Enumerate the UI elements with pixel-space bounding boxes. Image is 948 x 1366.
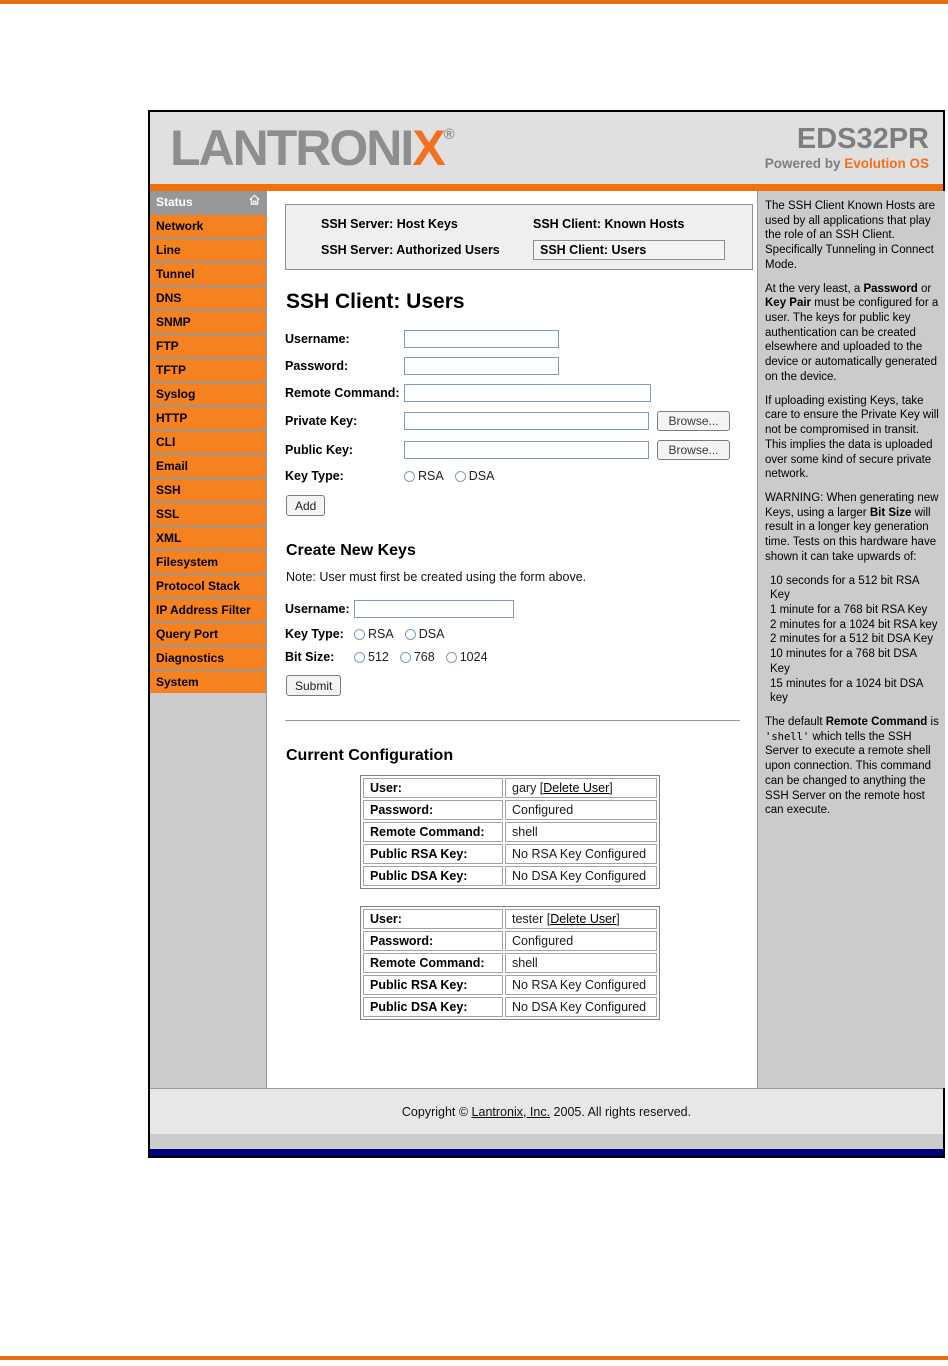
user-name: tester	[512, 912, 544, 927]
remote-command-input[interactable]	[404, 384, 651, 402]
sidebar-item-label: IP Address Filter	[156, 603, 251, 617]
public-key-input[interactable]	[404, 441, 649, 459]
bit-size-row	[285, 650, 753, 664]
password-label: Password:	[285, 358, 349, 373]
private-key-row	[285, 411, 753, 431]
time-line: 2 minutes for a 512 bit DSA Key	[770, 633, 934, 646]
rsa-key-row-value: No RSA Key Configured	[505, 975, 657, 995]
time-line: 10 minutes for a 768 bit DSA Key	[770, 648, 917, 675]
sidebar-item-label: XML	[156, 531, 182, 545]
password-input[interactable]	[404, 357, 559, 375]
dsa-key-row-value: No DSA Key Configured	[505, 997, 657, 1017]
create-dsa-radio-label: DSA	[418, 627, 445, 642]
bit-size-1024-label: 1024	[459, 650, 488, 665]
left-nav	[150, 191, 267, 1088]
tab-ssh-client-users-selected[interactable]	[533, 240, 725, 260]
help-text: The default	[765, 716, 826, 728]
time-line: 15 minutes for a 1024 bit DSA key	[770, 677, 923, 705]
table-row	[363, 800, 657, 820]
key-type-row	[285, 469, 753, 483]
table-row	[363, 997, 657, 1017]
help-paragraph-2	[765, 282, 939, 385]
user-row-label: User:	[363, 778, 503, 798]
table-row	[363, 975, 657, 995]
copyright-prefix: Copyright ©	[401, 1104, 472, 1119]
create-rsa-radio-label: RSA	[368, 627, 394, 642]
table-row	[363, 778, 657, 798]
help-text: or	[917, 282, 932, 295]
help-bold-bit-size: Bit Size	[869, 506, 912, 519]
sidebar-item-tunnel[interactable]	[150, 263, 266, 285]
bracket-open: [	[536, 781, 544, 796]
sidebar-item-line[interactable]	[150, 239, 266, 261]
sidebar-item-query-port[interactable]	[150, 623, 266, 645]
sidebar-item-filesystem[interactable]	[150, 551, 266, 573]
copyright-text	[402, 1105, 691, 1119]
private-key-input[interactable]	[404, 412, 649, 430]
remote-command-row-label: Remote Command:	[363, 953, 503, 973]
dsa-key-row-value: No DSA Key Configured	[505, 866, 657, 886]
remote-command-row	[285, 384, 753, 402]
sidebar-item-diagnostics[interactable]	[150, 647, 266, 669]
bottom-navy-strip	[150, 1149, 943, 1156]
public-key-browse-button[interactable]: Browse...	[657, 440, 730, 460]
bit-size-768-radio[interactable]	[400, 652, 411, 663]
bit-size-512-label: 512	[368, 650, 389, 665]
create-key-type-row	[285, 627, 753, 641]
private-key-browse-button[interactable]: Browse...	[657, 411, 730, 431]
remote-command-row-label: Remote Command:	[363, 822, 503, 842]
key-type-rsa-radio[interactable]	[404, 471, 415, 482]
submit-button[interactable]: Submit	[286, 675, 341, 696]
sidebar-item-label: System	[156, 675, 199, 689]
help-paragraph-3: If uploading existing Keys, take care to ensure the Private Key will not be compromised in transit. This implies the data is uploaded over some kind of secure private network.	[765, 394, 939, 481]
create-username-row	[285, 600, 753, 618]
sidebar-item-label: Filesystem	[156, 555, 219, 569]
user-name: gary	[512, 781, 537, 796]
public-key-label: Public Key:	[285, 442, 354, 457]
subnav-row-2	[321, 240, 742, 260]
sidebar-item-ssl[interactable]	[150, 503, 266, 525]
sidebar-item-cli[interactable]	[150, 431, 266, 453]
sidebar-item-label: Line	[156, 243, 181, 257]
bit-size-768-label: 768	[413, 650, 435, 665]
key-generation-times	[770, 574, 939, 706]
time-line: 2 minutes for a 1024 bit RSA key	[770, 618, 938, 631]
table-row	[363, 953, 657, 973]
product-block	[765, 125, 933, 171]
tab-ssh-client-known-hosts[interactable]: SSH Client: Known Hosts	[533, 217, 685, 231]
key-type-dsa-radio[interactable]	[455, 471, 466, 482]
bracket-close: ]	[616, 912, 620, 927]
table-row	[363, 909, 657, 929]
bracket-close: ]	[609, 781, 613, 796]
sidebar-item-system[interactable]	[150, 671, 266, 693]
home-icon	[248, 191, 261, 213]
help-text: must be configured for a user. The keys for public key authentication can be created elsewhere and uploaded to the device or automatically generated on the device.	[765, 297, 939, 383]
table-row	[363, 931, 657, 951]
help-paragraph-1: The SSH Client Known Hosts are used by all applications that play the role of an SSH Client. Specifically Tunneling in Connect Mode.	[765, 200, 936, 271]
help-paragraph-4	[765, 491, 939, 565]
user-row-value	[505, 909, 657, 929]
password-row-label: Password:	[363, 931, 503, 951]
create-key-type-dsa-radio[interactable]	[405, 629, 416, 640]
sidebar-item-label: Query Port	[156, 627, 219, 641]
help-bold-password: Password	[863, 282, 918, 295]
sidebar-item-tftp[interactable]	[150, 359, 266, 381]
time-line: 10 seconds for a 512 bit RSA Key	[770, 574, 919, 602]
sidebar-item-label: SSL	[156, 507, 180, 521]
password-row	[285, 357, 753, 375]
public-key-row	[285, 440, 753, 460]
sidebar-item-snmp[interactable]	[150, 311, 266, 333]
password-row-value: Configured	[505, 931, 657, 951]
tab-ssh-server-host-keys[interactable]: SSH Server: Host Keys	[321, 217, 458, 231]
table-row	[363, 866, 657, 886]
private-key-label: Private Key:	[285, 413, 358, 428]
create-key-type-rsa-radio[interactable]	[354, 629, 365, 640]
remote-command-row-value: shell	[505, 822, 657, 842]
user-config-table-tester	[360, 906, 660, 1020]
sidebar-item-http[interactable]	[150, 407, 266, 429]
help-text: which tells the SSH Server to execute a remote shell upon connection. This command can be changed to anything the SSH Server on the remote host can execute.	[765, 730, 931, 817]
sidebar-item-label: DNS	[156, 291, 182, 305]
delete-user-link[interactable]: Delete User	[550, 912, 617, 927]
table-row	[363, 844, 657, 864]
create-new-keys-title: Create New Keys	[286, 542, 416, 560]
ssh-subnav-box	[285, 204, 753, 270]
username-label: Username:	[285, 331, 350, 346]
sidebar-item-network[interactable]	[150, 215, 266, 237]
key-type-label: Key Type:	[285, 469, 344, 483]
help-bold-remote-command: Remote Command	[825, 716, 928, 728]
create-key-type-label: Key Type:	[285, 627, 344, 642]
username-input[interactable]	[404, 330, 559, 348]
sidebar-item-label: Email	[156, 459, 189, 473]
create-username-label: Username:	[285, 602, 350, 617]
product-name: EDS32PR	[796, 123, 929, 155]
rsa-key-row-value: No RSA Key Configured	[505, 844, 657, 864]
lantronix-link[interactable]: Lantronix, Inc.	[471, 1104, 551, 1119]
powered-by-brand: Evolution OS	[844, 156, 929, 171]
password-row-label: Password:	[363, 800, 503, 820]
user-config-table-gary	[360, 775, 660, 889]
powered-by	[765, 156, 929, 171]
app-header	[150, 112, 943, 184]
current-configuration-title: Current Configuration	[286, 747, 454, 765]
sidebar-item-label: CLI	[156, 435, 176, 449]
content-row	[150, 191, 943, 1088]
sidebar-item-label: Protocol Stack	[156, 579, 241, 593]
document-bottom-rule	[0, 1356, 948, 1360]
help-panel	[757, 191, 945, 1088]
page-title: SSH Client: Users	[286, 290, 465, 313]
bit-size-label: Bit Size:	[285, 650, 335, 665]
time-line: 1 minute for a 768 bit RSA Key	[770, 603, 928, 616]
bracket-open: [	[543, 912, 551, 927]
sidebar-item-label: Network	[156, 219, 204, 233]
nav-items	[150, 191, 266, 693]
dsa-key-row-label: Public DSA Key:	[363, 997, 503, 1017]
sidebar-item-dns[interactable]	[150, 287, 266, 309]
help-bold-key-pair: Key Pair	[765, 297, 812, 310]
sidebar-item-email[interactable]	[150, 455, 266, 477]
logo-x: X	[412, 120, 444, 176]
dsa-key-row-label: Public DSA Key:	[363, 866, 503, 886]
logo-text: LANTRONI	[170, 120, 413, 176]
sidebar-item-label: SNMP	[156, 315, 191, 329]
sidebar-item-label: Status	[156, 195, 193, 209]
device-web-ui-window	[148, 110, 945, 1158]
create-username-input[interactable]	[354, 600, 514, 618]
user-row-label: User:	[363, 909, 503, 929]
delete-user-link[interactable]: Delete User	[543, 781, 610, 796]
remote-command-row-value: shell	[505, 953, 657, 973]
subnav-row-1	[321, 217, 742, 231]
document-top-rule	[0, 0, 948, 4]
bit-size-512-radio[interactable]	[354, 652, 365, 663]
sidebar-item-status[interactable]	[150, 191, 266, 213]
powered-by-prefix: Powered by	[764, 156, 845, 171]
bit-size-1024-radio[interactable]	[446, 652, 457, 663]
sidebar-item-label: FTP	[156, 339, 179, 353]
password-row-value: Configured	[505, 800, 657, 820]
user-row-value	[505, 778, 657, 798]
sidebar-item-label: Tunnel	[156, 267, 195, 281]
rsa-key-row-label: Public RSA Key:	[363, 844, 503, 864]
sidebar-item-ftp[interactable]	[150, 335, 266, 357]
help-text: will result in a longer key generation time. Tests on this hardware have shown it can take upwards of:	[765, 506, 937, 563]
tab-ssh-client-users: SSH Client: Users	[540, 243, 647, 257]
sidebar-item-label: TFTP	[156, 363, 186, 377]
help-text: is	[927, 716, 939, 728]
sidebar-item-protocol-stack[interactable]	[150, 575, 266, 597]
tab-ssh-server-authorized-users[interactable]: SSH Server: Authorized Users	[321, 243, 500, 257]
sidebar-item-ssh[interactable]	[150, 479, 266, 501]
username-row	[285, 330, 753, 348]
sidebar-item-ip-address-filter[interactable]	[150, 599, 266, 621]
lantronix-logo	[170, 120, 455, 176]
help-code-shell: 'shell'	[765, 730, 810, 743]
sidebar-item-xml[interactable]	[150, 527, 266, 549]
registered-mark: ®	[443, 126, 455, 143]
copyright-suffix: 2005. All rights reserved.	[550, 1104, 692, 1119]
help-paragraph-5	[765, 715, 939, 818]
help-text: At the very least, a	[765, 282, 864, 295]
dsa-radio-label: DSA	[468, 469, 495, 484]
main-content	[267, 191, 757, 1088]
sidebar-item-syslog[interactable]	[150, 383, 266, 405]
help-text: WARNING: When generating new Keys, using a larger	[765, 491, 939, 519]
app-footer	[150, 1088, 943, 1134]
sidebar-item-label: Diagnostics	[156, 651, 225, 665]
create-keys-note: Note: User must first be created using the form above.	[286, 570, 587, 585]
section-divider	[285, 720, 740, 721]
sidebar-item-label: SSH	[156, 483, 181, 497]
header-orange-rule	[150, 184, 943, 191]
table-row	[363, 822, 657, 842]
sidebar-item-label: Syslog	[156, 387, 196, 401]
rsa-radio-label: RSA	[418, 469, 444, 484]
sidebar-item-label: HTTP	[156, 411, 188, 425]
rsa-key-row-label: Public RSA Key:	[363, 975, 503, 995]
remote-command-label: Remote Command:	[285, 385, 400, 400]
bottom-gray-strip	[150, 1134, 943, 1149]
add-button[interactable]: Add	[286, 495, 325, 516]
